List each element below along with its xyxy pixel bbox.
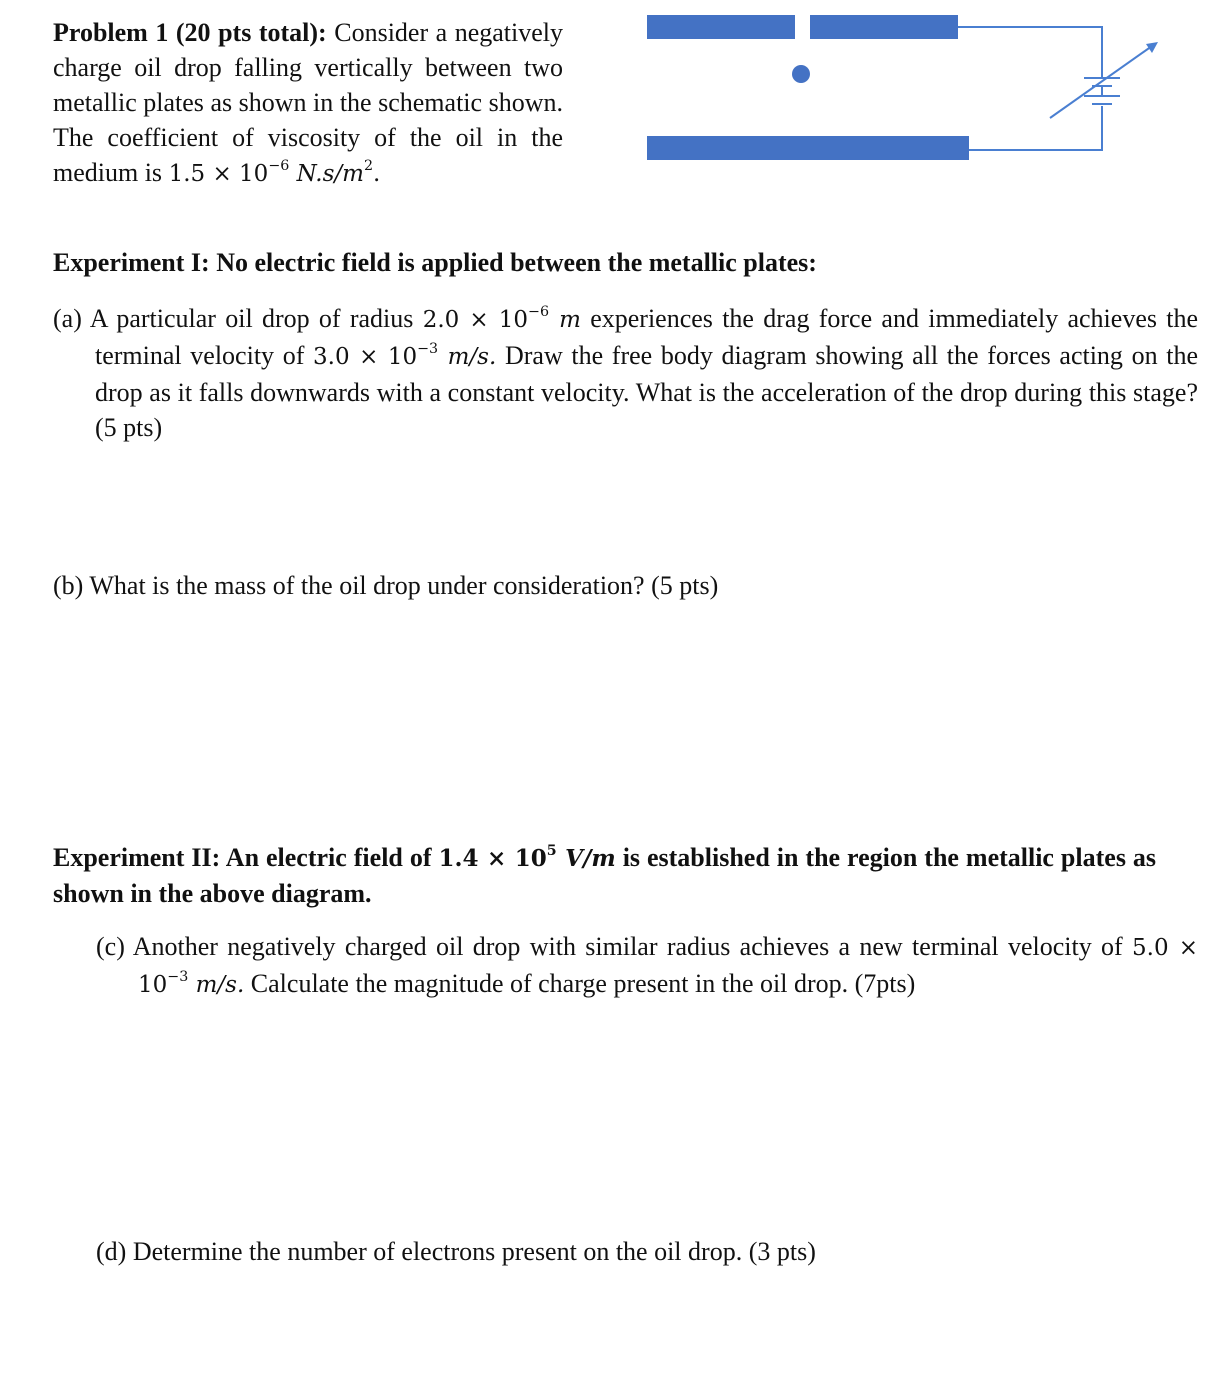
experiment-2-heading: [53, 840, 1156, 911]
viscosity-unit-exponent: 2: [363, 158, 374, 175]
velocity-a-unit: m/s.: [447, 344, 497, 370]
velocity-expression-a: [313, 341, 497, 370]
radius-unit: m: [559, 307, 581, 333]
velocity-c-unit: m/s.: [195, 972, 245, 998]
bottom-plate: [647, 136, 969, 160]
experiment-1-heading: Experiment I: No electric field is applied between the metallic plates:: [53, 248, 817, 277]
question-a-label: (a): [53, 304, 82, 333]
oil-drop: [792, 65, 810, 83]
question-a-text-3: Draw the free body diagram showing all the forces acting on the drop as it falls downwards with a constant velocity. What is the acceleration of the drop during this stage? (5 pts): [95, 341, 1199, 442]
wire-bottom: [969, 106, 1102, 150]
question-c-label: (c): [96, 932, 125, 961]
field-value: 1.4 × 10: [438, 845, 547, 872]
question-c: [96, 929, 1198, 1003]
field-unit: V/m: [565, 845, 616, 872]
question-b-label: (b): [53, 571, 84, 600]
field-expression: [438, 845, 615, 872]
viscosity-expression: [168, 158, 381, 187]
radius-exponent: −6: [528, 304, 550, 321]
top-plate-left: [647, 15, 795, 39]
velocity-c-value: 5.0 × 10: [138, 935, 1198, 998]
field-exponent: 5: [546, 843, 557, 860]
wire-top: [958, 27, 1102, 78]
problem-title: Problem 1 (20 pts total):: [53, 18, 327, 47]
question-d-label: (d): [96, 1237, 127, 1266]
question-c-text-1: Another negatively charged oil drop with similar radius achieves a new terminal velocity of: [132, 932, 1123, 961]
question-b: [53, 568, 1156, 603]
viscosity-period: .: [373, 161, 381, 187]
question-a-text-2: experiences the drag force and immediately achieves the terminal velocity of: [95, 304, 1199, 370]
variable-arrow-head: [1146, 42, 1158, 53]
top-plate-right: [810, 15, 958, 39]
radius-expression: [422, 304, 581, 333]
question-a-text-1: A particular oil drop of radius: [89, 304, 414, 333]
velocity-c-exponent: −3: [167, 969, 189, 986]
problem-intro: [53, 15, 563, 192]
question-c-text-2: Calculate the magnitude of charge present in the oil drop. (7pts): [250, 969, 916, 998]
experiment-2-heading-text-1: Experiment II: An electric field of: [53, 843, 432, 872]
plates-schematic: [640, 8, 1180, 168]
question-d: [96, 1234, 1156, 1269]
viscosity-exponent: −6: [268, 158, 290, 175]
problem-intro-text: Consider a negatively charge oil drop falling vertically between two metallic plates as shown in the schematic shown. The coefficient of viscosity of the oil in the medium is: [53, 18, 564, 187]
viscosity-unit: N.s/m: [296, 161, 364, 187]
viscosity-value: 1.5 × 10: [168, 161, 269, 187]
radius-value: 2.0 × 10: [422, 307, 528, 333]
velocity-a-value: 3.0 × 10: [313, 344, 418, 370]
experiment-2-heading-text-2: is established in the region the metallic plates as shown in the above diagram.: [53, 843, 1157, 908]
question-b-text: What is the mass of the oil drop under consideration? (5 pts): [89, 571, 719, 600]
velocity-a-exponent: −3: [417, 341, 439, 358]
question-a: [53, 301, 1198, 445]
question-d-text: Determine the number of electrons present on the oil drop. (3 pts): [132, 1237, 816, 1266]
